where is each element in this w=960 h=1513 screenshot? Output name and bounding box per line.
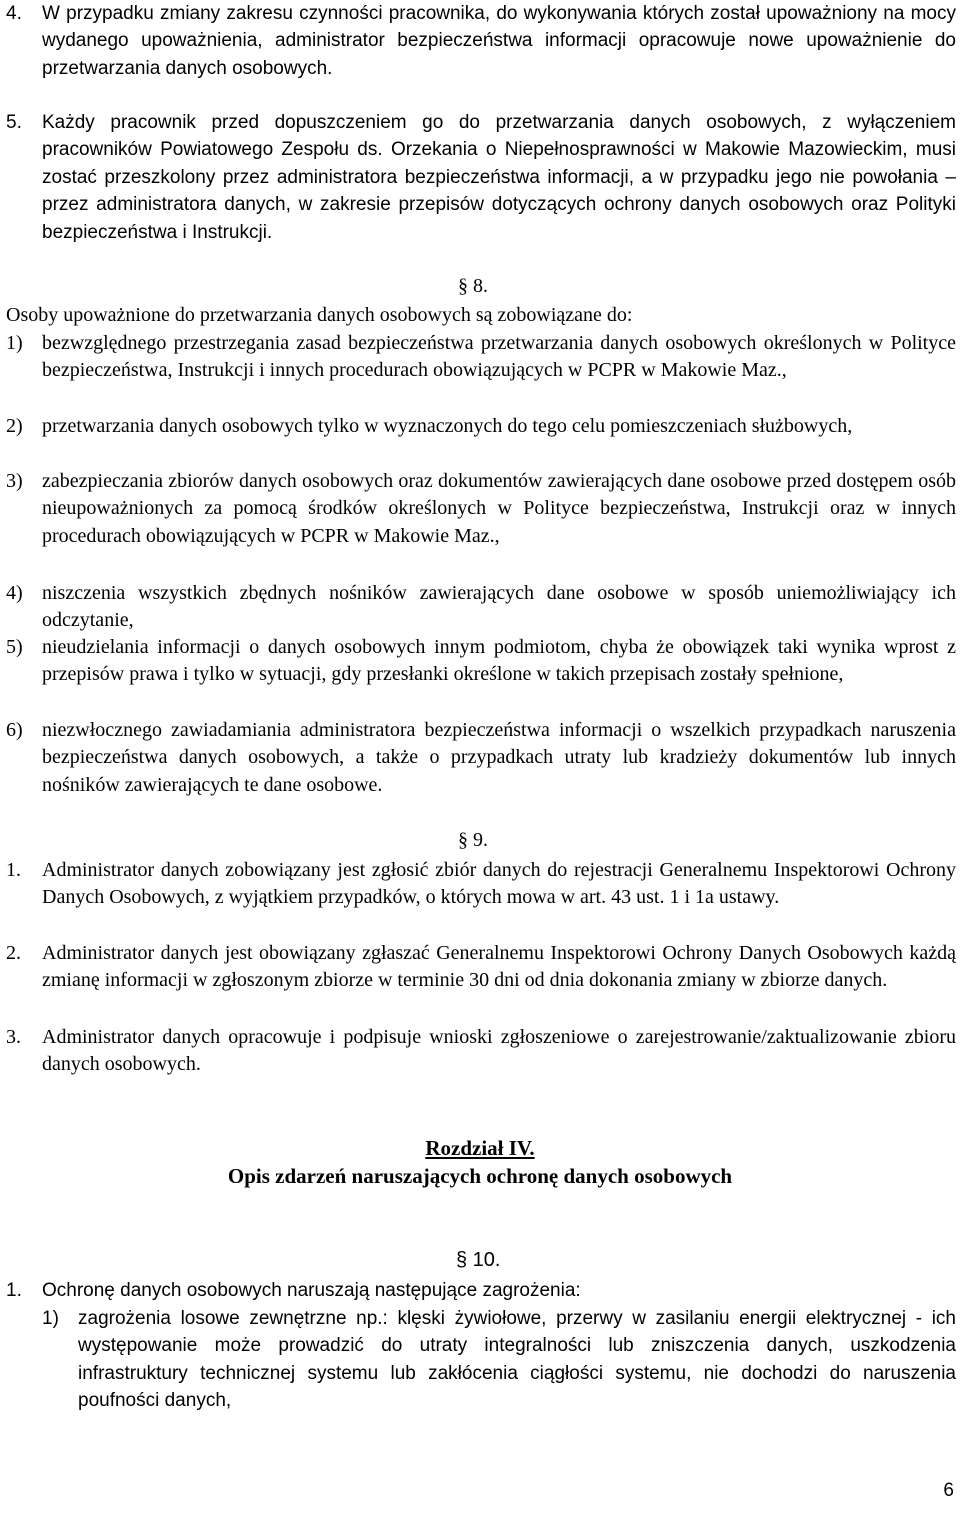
section-9-title: § 9. xyxy=(458,829,488,851)
section-10-item-1 xyxy=(6,1277,956,1304)
item-text: Administrator danych zobowiązany jest zgłosić zbiór danych do rejestracji Generalnemu Inspektorowi Ochrony Danych Osobowych, z wyjątkiem przypadków, o których mowa w art. 43 ust. 1 i 1a ustawy. xyxy=(42,859,956,909)
chapter-subtitle: Opis zdarzeń naruszających ochronę danych osobowych xyxy=(227,1164,733,1188)
item-number: 2) xyxy=(6,415,23,437)
item-number: 1) xyxy=(6,332,23,354)
section-8-title: § 8. xyxy=(458,275,488,297)
item-number: 1. xyxy=(6,859,21,881)
item-text: W przypadku zmiany zakresu czynności pracownika, do wykonywania których został upoważniony na mocy wydanego upoważnienia, administrator bezpieczeństwa informacji opracowuje nowe upoważnienie do przetwarzania danych osobowych. xyxy=(42,3,956,79)
section-8-item-4 xyxy=(6,580,956,635)
item-text: niszczenia wszystkich zbędnych nośników zawierających dane osobowe w sposób uniemożliwiający ich odczytanie, xyxy=(42,582,956,632)
item-number: 5. xyxy=(6,112,22,133)
item-text: przetwarzania danych osobowych tylko w wyznaczonych do tego celu pomieszczeniach służbowych, xyxy=(42,415,853,437)
item-number: 4) xyxy=(6,582,23,604)
item-number: 1. xyxy=(6,1280,22,1301)
chapter-title: Rozdział IV. xyxy=(425,1136,535,1160)
section-10-subitem-1 xyxy=(42,1305,956,1415)
item-number: 3. xyxy=(6,1026,21,1048)
item-number: 1) xyxy=(42,1308,59,1329)
list-item-5 xyxy=(6,109,956,246)
section-9-item-3 xyxy=(6,1024,956,1079)
page-number: 6 xyxy=(943,1480,954,1501)
item-number: 3) xyxy=(6,470,23,492)
item-number: 5) xyxy=(6,636,23,658)
item-text: Administrator danych jest obowiązany zgłaszać Generalnemu Inspektorowi Ochrony Danych Osobowych każdą zmianę informacji w zgłoszonym zbiorze w terminie 30 dni od dnia dokonania zmiany w zbiorze danych. xyxy=(42,942,956,992)
section-8-intro: Osoby upoważnione do przetwarzania danych osobowych są zobowiązane do: xyxy=(6,304,633,326)
item-text: Ochronę danych osobowych naruszają następujące zagrożenia: xyxy=(42,1280,581,1301)
item-number: 2. xyxy=(6,942,21,964)
item-number: 4. xyxy=(6,3,22,24)
item-text: zabezpieczania zbiorów danych osobowych oraz dokumentów zawierających dane osobowe przed dostępem osób nieupoważnionych za pomocą środków określonych w Polityce bezpieczeństwa, Instrukcji oraz w innych procedurach obowiązujących w PCPR w Makowie Maz., xyxy=(42,470,956,547)
item-text: niezwłocznego zawiadamiania administratora bezpieczeństwa informacji o wszelkich przypadkach naruszenia bezpieczeństwa danych osobowych, a także o przypadkach utraty lub kradzieży dokumentów lub innych nośników zawierających te dane osobowe. xyxy=(42,719,956,796)
item-number: 6) xyxy=(6,719,23,741)
section-8-item-3 xyxy=(6,468,956,550)
section-9-item-1 xyxy=(6,857,956,912)
item-text: nieudzielania informacji o danych osobowych innym podmiotom, chyba że obowiązek taki wynika wprost z przepisów prawa i tylko w sytuacji, gdy przesłanki określone w takich przepisach zostały spełnione, xyxy=(42,636,956,686)
section-9-item-2 xyxy=(6,940,956,995)
section-8-item-5 xyxy=(6,634,956,689)
section-8-item-6 xyxy=(6,717,956,799)
section-10-title: § 10. xyxy=(456,1249,501,1271)
item-text: zagrożenia losowe zewnętrzne np.: klęski żywiołowe, przerwy w zasilaniu energii elektrycznej - ich występowanie może prowadzić do utraty integralności lub zniszczenia danych, uszkodzenia infrastruktury technicznej systemu lub zakłócenia ciągłości systemu, nie dochodzi do naruszenia poufności danych, xyxy=(78,1308,956,1412)
item-text: Każdy pracownik przed dopuszczeniem go do przetwarzania danych osobowych, z wyłączeniem pracowników Powiatowego Zespołu ds. Orzekania o Niepełnosprawności w Makowie Mazowieckim, musi zostać przeszkolony przez administratora bezpieczeństwa informacji, a w przypadku jego nie powołania – przez administratora danych, w zakresie przepisów dotyczących ochrony danych osobowych oraz Polityki bezpieczeństwa i Instrukcji. xyxy=(42,112,956,243)
section-8-item-1 xyxy=(6,330,956,385)
item-text: bezwzględnego przestrzegania zasad bezpieczeństwa przetwarzania danych osobowych określonych w Polityce bezpieczeństwa, Instrukcji i innych procedurach obowiązujących w PCPR w Makowie Maz., xyxy=(42,332,956,382)
section-8-item-2 xyxy=(6,413,956,440)
item-text: Administrator danych opracowuje i podpisuje wnioski zgłoszeniowe o zarejestrowanie/zaktualizowanie zbioru danych osobowych. xyxy=(42,1026,956,1076)
list-item-4 xyxy=(6,0,956,82)
